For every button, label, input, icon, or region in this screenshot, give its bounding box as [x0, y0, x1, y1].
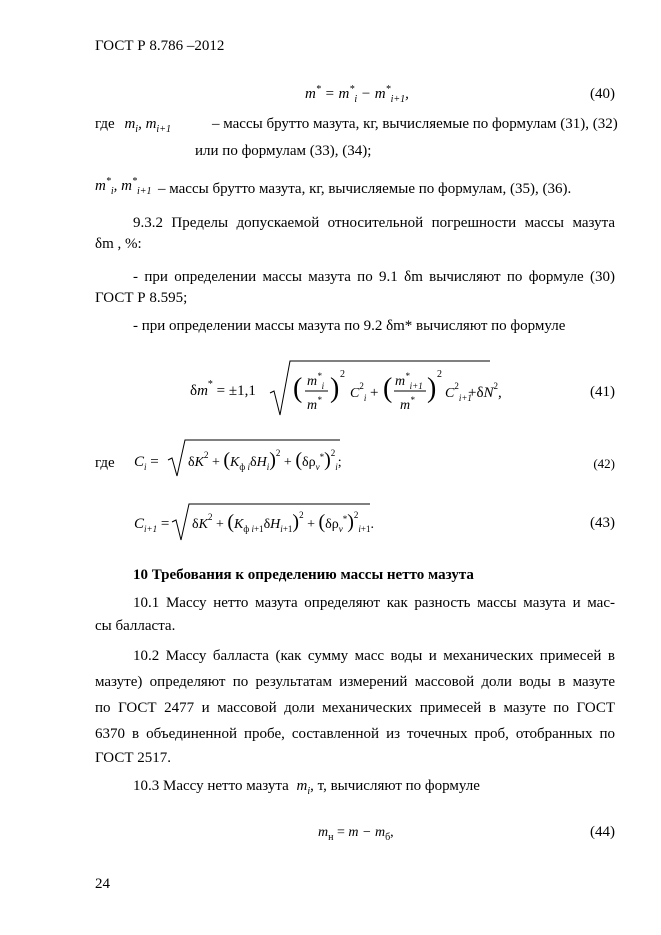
svg-text:C2i: $C^2_i$ — [350, 381, 367, 403]
where-1-text-line1: – массы брутто мазута, кг, вычисляемые по формулам (31), (32) — [212, 116, 618, 132]
document-header: ГОСТ Р 8.786 –2012 — [95, 38, 225, 54]
p101-line2: сы балласта. — [95, 618, 176, 634]
paragraph-10-1 — [95, 590, 615, 616]
svg-text:δK2 + (Kф iδHi)2 + (δρv*)2i;: $\delta K^2 + (K_ф$ $i\delta H_i)^2 + (\delta\rho_v^*)^2_i$; — [188, 448, 342, 472]
svg-text:(: ( — [383, 373, 393, 404]
equation-40: $m^* = m^*_i - m^*_{i+1}$, — [305, 84, 409, 105]
where-vars: $m_i$, $m_{i+1}$ — [124, 116, 171, 135]
bullet1-line1: - при определении массы мазута по 9.1 δm вычисляют по формуле (30) — [133, 269, 615, 285]
eq44-rhs: m − m — [348, 825, 386, 840]
bullet2-line1: - при определении массы мазута по 9.2 δm* вычисляют по формуле — [133, 318, 566, 334]
eq40-rhs-a: m — [338, 86, 350, 102]
svg-text:m*: m* — [307, 395, 322, 413]
eq40-rhs-b: m — [374, 86, 386, 102]
eq40-rhs-b-sub: i+1 — [390, 94, 406, 105]
p102-line3: по ГОСТ 2477 и массовой доли механических примесей в мазуте по ГОСТ — [95, 700, 615, 716]
svg-text:): ) — [330, 373, 340, 404]
page-number: 24 — [95, 876, 110, 892]
p103-var: $m_i$ — [296, 778, 311, 797]
p102-line1: 10.2 Массу балласта (как сумму масс воды и механических примесей в — [133, 648, 615, 664]
eq44-lhs: m — [318, 825, 329, 840]
p103-text-a: 10.3 Массу нетто мазута — [133, 778, 289, 794]
equation-number-43: (43) — [590, 515, 615, 531]
where-block-1 — [95, 116, 171, 135]
svg-text:+: + — [370, 385, 379, 401]
p102-line4: 6370 в объединенной пробе, составленной из точечных проб, отобранных по — [95, 726, 615, 742]
eq40-rhs-a-sub: i — [354, 94, 358, 105]
equation-number-42: (42) — [593, 456, 615, 471]
svg-text:Ci+1 =: $C_{i+1}$ = — [134, 516, 170, 534]
svg-text:2: 2 — [340, 369, 345, 380]
equation-number-40: (40) — [590, 86, 615, 102]
svg-text:m*i: $m^*_i$ — [307, 371, 325, 391]
equation-41 — [190, 355, 510, 425]
section-10-heading: 10 Требования к определению массы нетто мазута — [133, 567, 474, 583]
p102-line2: мазуте) определяют по результатам измерений массовой доли воды в мазуте — [95, 674, 615, 690]
paragraph-bullet-1 — [95, 264, 615, 290]
svg-text:): ) — [427, 373, 437, 404]
svg-text:m*i+1: $m^*_{i+1}$ — [395, 371, 423, 391]
paragraph-10-2 — [95, 643, 615, 747]
equation-number-41: (41) — [590, 384, 615, 400]
svg-text:m*: m* — [400, 395, 415, 413]
equation-44: $m_н = m - m_б$, — [318, 825, 394, 843]
paragraph-10-3 — [133, 778, 480, 797]
p932-line2: δm , %: — [95, 236, 142, 252]
where-1-text-line2: или по формулам (33), (34); — [195, 143, 372, 159]
where-2-text: – массы брутто мазута, кг, вычисляемые по формулам, (35), (36). — [158, 181, 572, 197]
eq40-lhs: m — [305, 86, 316, 102]
svg-text:δK2 + (Kф i+1δHi+1)2 + (δρv*)2: $\delta K^2 + (K_ф$ $i+1\delta H_i+1)^2 + (\delta\rho_v^*)^2_i+1$. — [192, 510, 374, 534]
equation-42 — [130, 436, 370, 480]
equation-43 — [130, 500, 390, 544]
where-var-sub-a: i — [135, 124, 139, 135]
eq42-lead: где — [95, 455, 115, 471]
equation-number-44: (44) — [590, 824, 615, 840]
where-lead: где — [95, 116, 115, 132]
eq44-rhs-sub: б — [385, 831, 391, 843]
eq41-lhs: δm* = ±1,1 — [190, 379, 256, 399]
paragraph-9-3-2 — [95, 210, 615, 236]
p101-line1: 10.1 Массу нетто мазута определяют как разность массы мазута и мас- — [133, 595, 615, 611]
svg-text:C2i+1: $C^2_{i+1}$ — [445, 381, 472, 403]
p103-text-b: , т, вычисляют по формуле — [310, 778, 480, 794]
where-2-vars: $m^*_i$, $m^*_{i+1}$ — [95, 176, 152, 197]
where-var-sub-b: i+1 — [156, 124, 171, 135]
eq41-paren-open-1: ( — [293, 373, 303, 404]
eq44-lhs-sub: н — [328, 831, 334, 843]
svg-text:2: 2 — [437, 369, 442, 380]
svg-text:Ci =: $C_i$ = — [134, 454, 159, 472]
svg-text:+δN2,: $+\delta N^2$, — [468, 381, 502, 401]
p102-line5: ГОСТ 2517. — [95, 750, 171, 766]
p932-line1: 9.3.2 Пределы допускаемой относительной погрешности массы мазута — [133, 215, 615, 231]
bullet1-line2: ГОСТ Р 8.595; — [95, 290, 188, 306]
